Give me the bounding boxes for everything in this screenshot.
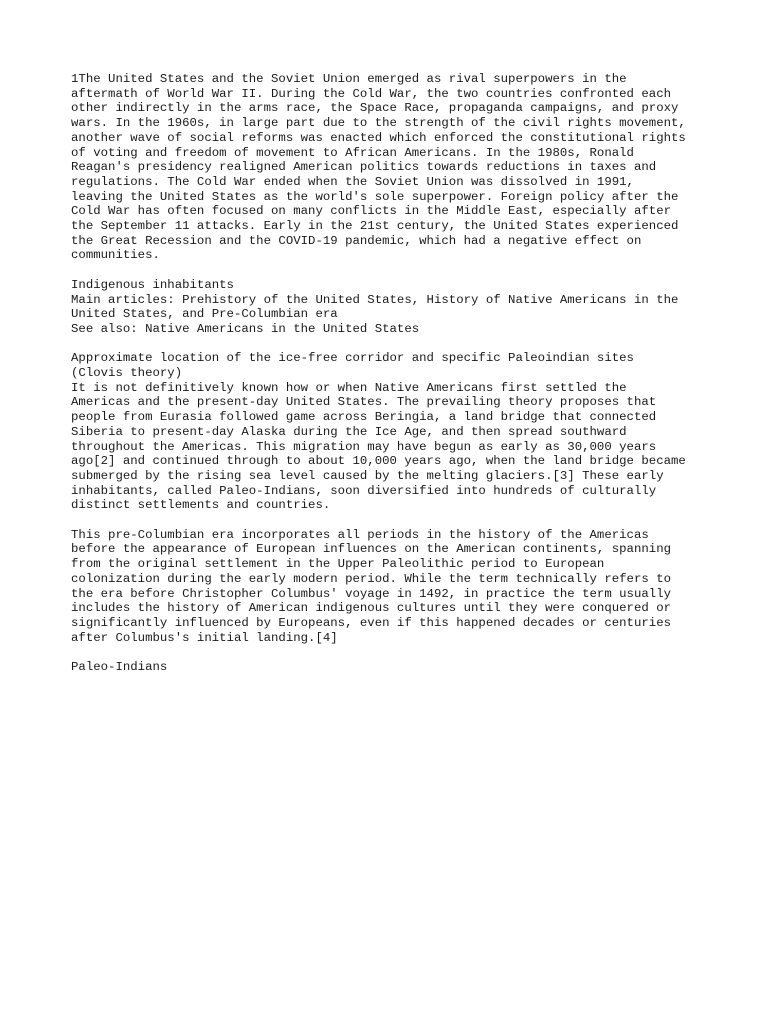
text-line: Cold War has often focused on many conflicts in the Middle East, especially after [71,204,672,219]
text-line: ago[2] and continued through to about 10,000 years ago, when the land bridge became [71,454,686,469]
text-line: the Great Recession and the COVID-19 pandemic, which had a negative effect on [71,233,642,248]
text-line: the September 11 attacks. Early in the 21st century, the United States experienced [71,219,679,234]
text-line: Siberia to present-day Alaska during the Ice Age, and then spread southward [71,424,627,439]
text-line: aftermath of World War II. During the Cold War, the two countries confronted each [71,86,672,101]
text-line: people from Eurasia followed game across Beringia, a land bridge that connected [71,410,657,425]
migration-paragraph [71,351,711,513]
text-line: inhabitants, called Paleo-Indians, soon diversified into hundreds of culturally [71,483,657,498]
text-line: colonization during the early modern period. While the term technically refers to [71,571,672,586]
text-line: This pre-Columbian era incorporates all periods in the history of the Americas [71,527,649,542]
intro-paragraph [71,72,711,263]
text-line: from the original settlement in the Upper Paleolithic period to European [71,557,605,572]
paragraph-gap [71,513,711,528]
text-line: of voting and freedom of movement to African Americans. In the 1980s, Ronald [71,145,634,160]
text-line: Approximate location of the ice-free corridor and specific Paleoindian sites [71,351,634,366]
text-line: Reagan's presidency realigned American politics towards reductions in taxes and [71,160,657,175]
paragraph-gap [71,645,711,660]
text-line: Indigenous inhabitants [71,277,234,292]
text-line: another wave of social reforms was enacted which enforced the constitutional rights [71,130,686,145]
text-line: regulations. The Cold War ended when the Soviet Union was dissolved in 1991, [71,174,634,189]
indigenous-section [71,278,711,337]
document-body [71,72,711,675]
text-line: wars. In the 1960s, in large part due to the strength of the civil rights movement, [71,116,686,131]
pre-columbian-paragraph [71,528,711,646]
text-line: United States, and Pre-Columbian era [71,307,338,322]
text-line: leaving the United States as the world's sole superpower. Foreign policy after the [71,189,679,204]
text-line: (Clovis theory) [71,366,183,381]
text-line: includes the history of American indigenous cultures until they were conquered or [71,601,672,616]
text-line: the era before Christopher Columbus' voyage in 1492, in practice the term usually [71,586,672,601]
text-line: after Columbus's initial landing.[4] [71,630,338,645]
paleo-indians-heading [71,660,711,675]
text-line: other indirectly in the arms race, the Space Race, propaganda campaigns, and proxy [71,101,679,116]
text-line: communities. [71,248,160,263]
text-line: before the appearance of European influences on the American continents, spanning [71,542,672,557]
text-line: Main articles: Prehistory of the United States, History of Native Americans in the [71,292,679,307]
text-line: See also: Native Americans in the United States [71,321,420,336]
paragraph-gap [71,337,711,352]
text-line: submerged by the rising sea level caused by the melting glaciers.[3] These early [71,468,664,483]
text-line: significantly influenced by Europeans, even if this happened decades or centuries [71,615,672,630]
paragraph-gap [71,263,711,278]
text-line: distinct settlements and countries. [71,498,331,513]
text-line: 1The United States and the Soviet Union emerged as rival superpowers in the [71,72,627,86]
text-line: throughout the Americas. This migration may have begun as early as 30,000 years [71,439,657,454]
text-line: It is not definitively known how or when Native Americans first settled the [71,380,627,395]
text-line: Paleo-Indians [71,660,168,675]
text-line: Americas and the present-day United States. The prevailing theory proposes that [71,395,657,410]
